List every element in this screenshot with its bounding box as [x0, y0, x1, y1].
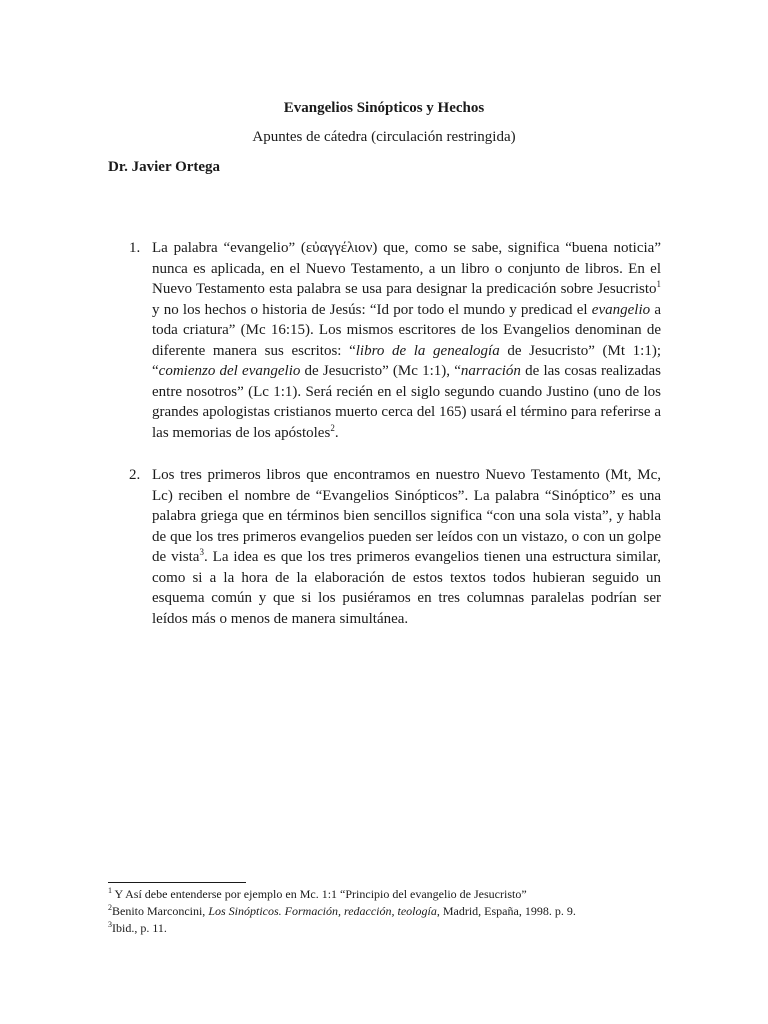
list-item-paragraph: Los tres primeros libros que encontramos en nuestro Nuevo Testamento (Mt, Mc, Lc) reciben el nombre de “Evangelios Sinópticos”. La palabra “Sinóptico” es una palabra griega que en términos bien sencillos significa “con una sola vista”, y habla de que los tres primeros evangelios pueden ser leídos con un vistazo, o con un golpe de vista$^3$. La idea es que los tres primeros evangelios tienen una estructura similar, como si a la hora de la elaboración de estos textos todos hubieran seguido un esquema común y que si los pusiéramos en tres columnas paralelas podrían ser leídos más o menos de manera simultánea.: [152, 467, 661, 627]
footnote-mark: 2: [108, 903, 112, 912]
list-item-number: 1.: [129, 240, 141, 256]
footnote-mark: 1: [108, 886, 112, 895]
footnote-ref-2: 2: [330, 422, 335, 433]
document-author: Dr. Javier Ortega: [108, 159, 221, 175]
document-subtitle: Apuntes de cátedra (circulación restringida): [252, 129, 516, 145]
list-item-paragraph: La palabra “evangelio” (εὐαγγέλιον) que, como se sabe, significa “buena noticia” nunca es aplicada, en el Nuevo Testamento, a un libro o conjunto de libros. En el Nuevo Testamento esta palabra se usa para designar la predicación sobre Jesucristo$^1$ y no los hechos o historia de Jesús: “Id por todo el mundo y predicad el evangelio a toda criatura” (Mc 16:15). Los mismos escritores de los Evangelios denominan de diferente manera sus escritos: “libro de la genealogía de Jesucristo” (Mt 1:1); “comienzo del evangelio de Jesucristo” (Mc 1:1), “narración de las cosas realizadas entre nosotros” (Lc 1:1). Será recién en el siglo segundo cuando Justino (uno de los grandes apologistas cristianos muerto cerca del 165) usará el término para referirse a las memorias de los apóstoles$^2$.: [152, 240, 662, 441]
emphasis-text: comienzo del evangelio: [158, 363, 301, 379]
footnote: $^2$Benito Marconcini, Los Sinópticos. Formación, redacción, teología, Madrid, España, 1998. p. 9.: [108, 903, 576, 918]
document-title: Evangelios Sinópticos y Hechos: [283, 100, 485, 116]
emphasis-text: evangelio: [591, 301, 651, 318]
list-item-number: 2.: [129, 467, 141, 483]
footnote-ref-3: 3: [199, 547, 204, 557]
footnote-mark: 3: [108, 920, 112, 929]
emphasis-text: narración: [460, 363, 521, 379]
footnote: $^3$Ibid., p. 11.: [108, 920, 167, 935]
emphasis-text: libro de la genealogía: [355, 342, 500, 359]
footnote-ref-1: 1: [656, 279, 661, 289]
footnote: $^1$ Y Así debe entenderse por ejemplo en Mc. 1:1 “Principio del evangelio de Jesucristo”: [108, 886, 527, 901]
footnotes: [108, 886, 668, 937]
book-title: Los Sinópticos. Formación, redacción, teología: [208, 904, 437, 918]
footnote-divider: [108, 882, 246, 883]
list-item: [129, 465, 661, 629]
list-item: [129, 238, 661, 443]
